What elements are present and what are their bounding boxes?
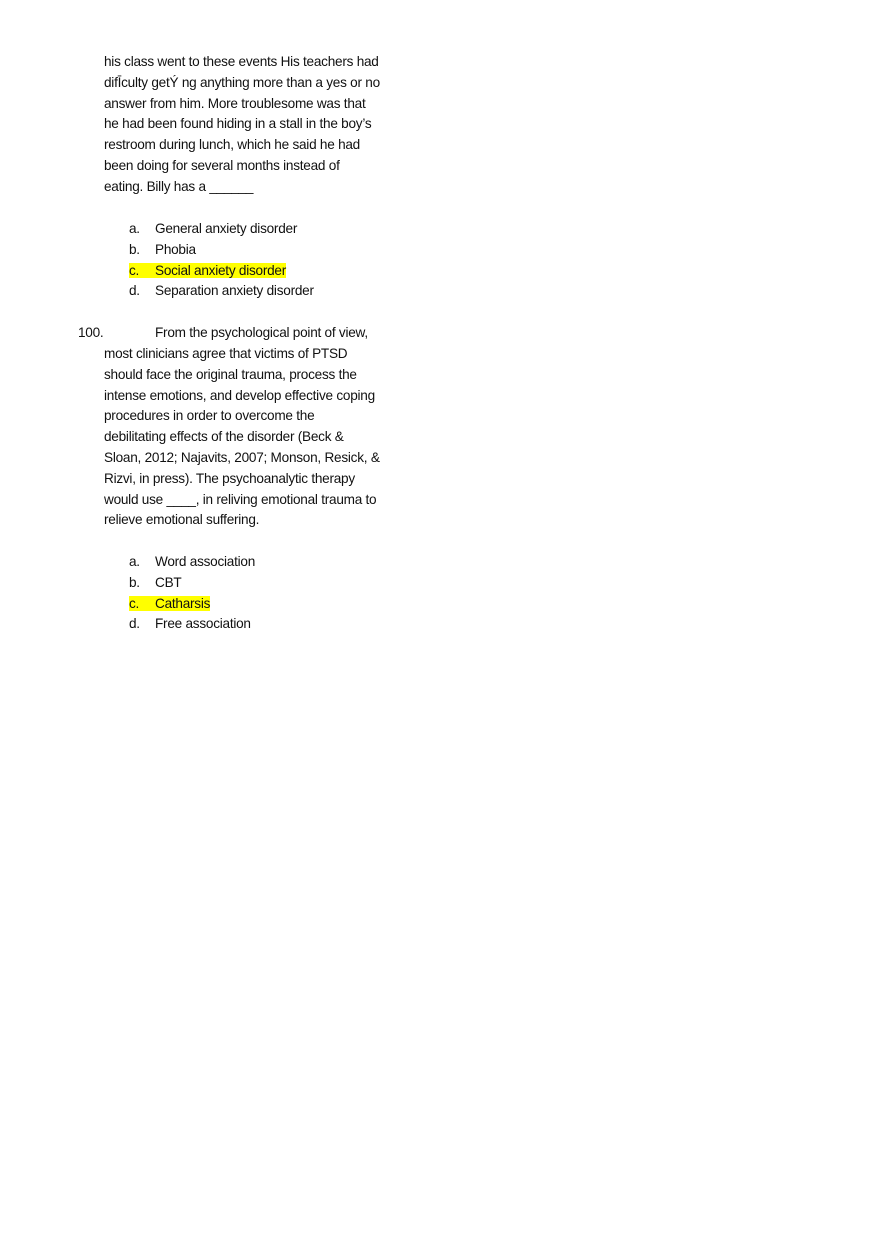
stem-first-line: From the psychological point of view, [155,325,368,340]
option-a [129,552,255,573]
option-c-correct [129,261,314,282]
stem-line: Sloan, 2012; Najavits, 2007; Monson, Resick, & [104,449,380,465]
stem-line: would use ____, in reliving emotional trauma to [104,491,377,507]
stem-line: Rizvi, in press). The psychoanalytic therapy [104,470,355,486]
stem-line: most clinicians agree that victims of PTSD [104,346,348,361]
option-text: Catharsis [155,595,211,611]
option-letter: d. [129,616,140,632]
stem-line: restroom during lunch, which he said he had [104,137,360,153]
stem-line: his class went to these events His teachers had [104,54,379,69]
question-99-options [129,219,314,302]
question-number: 100. [78,325,104,340]
option-b [129,240,314,261]
stem-line: procedures in order to overcome the [104,408,315,424]
stem-line: answer from him. More troublesome was that [104,95,366,111]
question-100-stem [104,344,380,531]
option-letter: b. [129,574,140,590]
option-letter: d. [129,283,140,299]
question-100-options [129,552,255,635]
option-text: General anxiety disorder [155,221,298,236]
option-letter: a. [129,554,140,569]
stem-line: difĪculty getÝ ng anything more than a yes or no [104,74,380,90]
option-b [129,573,255,594]
option-text: Phobia [155,241,196,257]
option-letter: a. [129,221,140,236]
option-d [129,281,314,302]
option-text: Word association [155,554,256,569]
stem-line: intense emotions, and develop effective coping [104,387,375,403]
option-text: Free association [155,616,251,632]
stem-line: eating. Billy has a ______ [104,178,254,194]
option-letter: c. [129,595,140,611]
option-text: Separation anxiety disorder [155,283,314,299]
stem-line: should face the original trauma, process the [104,366,357,382]
option-d [129,614,255,635]
question-99-stem [104,52,380,198]
stem-line: he had been found hiding in a stall in the boy’s [104,116,372,132]
option-text: Social anxiety disorder [155,262,287,278]
option-text: CBT [155,574,182,590]
stem-line: relieve emotional suffering. [104,512,260,528]
stem-line: debilitating effects of the disorder (Beck & [104,429,344,445]
option-c-correct [129,594,255,615]
option-a [129,219,314,240]
stem-line: been doing for several months instead of [104,157,340,173]
option-letter: c. [129,262,140,278]
option-letter: b. [129,241,140,257]
